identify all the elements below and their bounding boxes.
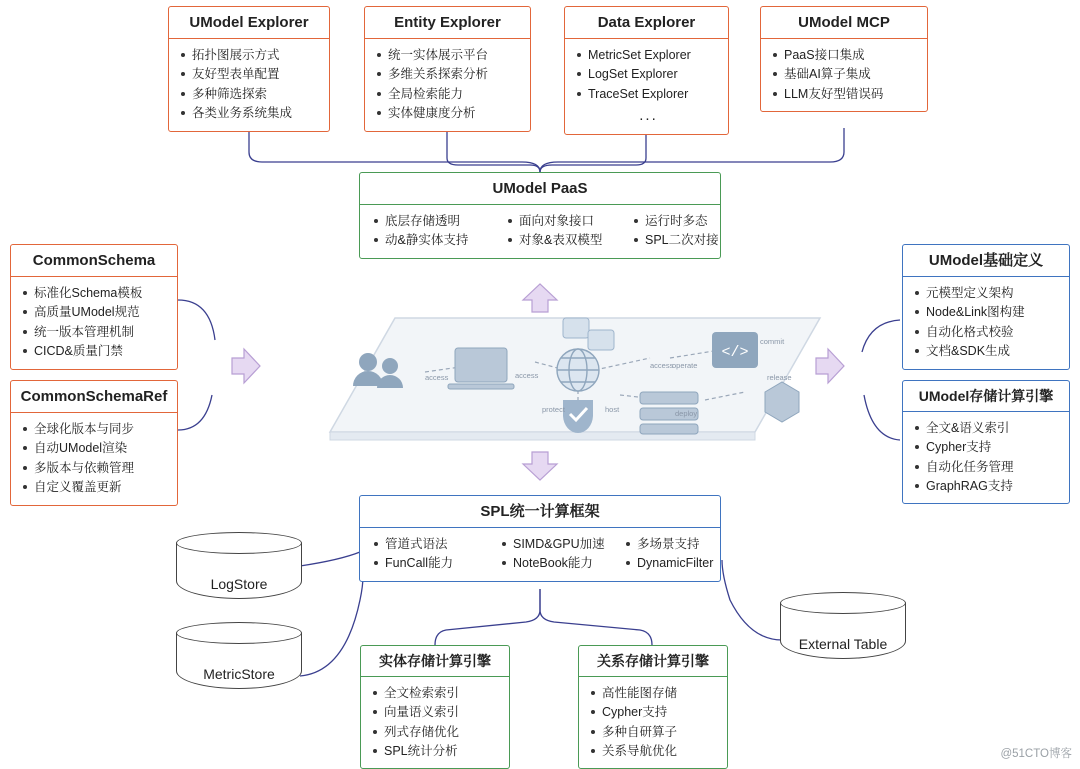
cylinder-top <box>176 532 302 554</box>
list-item: Node&Link图构建 <box>913 303 1063 322</box>
node-umodel-paas[interactable] <box>359 172 721 259</box>
node-body <box>565 39 728 134</box>
list-item: LLM友好型错误码 <box>771 85 921 104</box>
node-title: UModel基础定义 <box>903 245 1069 277</box>
list-item: 全局检索能力 <box>375 85 524 104</box>
datastore-metricstore[interactable] <box>176 622 302 700</box>
datastore-label: External Table <box>798 636 888 652</box>
center-illustration <box>320 300 830 450</box>
list-item: 动&静实体支持 <box>372 231 490 250</box>
node-common-schema-ref[interactable] <box>10 380 178 506</box>
list-item: 列式存储优化 <box>371 723 503 742</box>
node-body <box>169 39 329 131</box>
svg-text:host: host <box>605 405 620 414</box>
node-title: UModel存储计算引擎 <box>903 381 1069 412</box>
datastore-logstore[interactable] <box>176 532 302 610</box>
list-item: 全文&语义索引 <box>913 419 1063 438</box>
cylinder-top <box>176 622 302 644</box>
list-item: 全文检索索引 <box>371 684 503 703</box>
node-umodel-explorer[interactable] <box>168 6 330 132</box>
node-umodel-base-definition[interactable] <box>902 244 1070 370</box>
list-item: 拓扑图展示方式 <box>179 46 323 65</box>
svg-text:operate: operate <box>672 361 698 370</box>
node-title: Data Explorer <box>565 7 728 39</box>
node-body <box>361 677 509 769</box>
list-item: FunCall能力 <box>372 554 484 573</box>
list-item: SIMD&GPU加速 <box>500 535 608 554</box>
node-title: UModel PaaS <box>360 173 720 205</box>
node-body <box>11 413 177 505</box>
list-item: NoteBook能力 <box>500 554 608 573</box>
node-title: CommonSchemaRef <box>11 381 177 413</box>
svg-text:deploy: deploy <box>675 409 698 418</box>
node-title: Entity Explorer <box>365 7 530 39</box>
node-spl-framework[interactable] <box>359 495 721 582</box>
list-item: 向量语义索引 <box>371 703 503 722</box>
list-item: 多维关系探索分析 <box>375 65 524 84</box>
list-item: 高质量UModel规范 <box>21 303 171 322</box>
list-item: 标准化Schema模板 <box>21 284 171 303</box>
list-item: 自动化任务管理 <box>913 458 1063 477</box>
node-title: SPL统一计算框架 <box>360 496 720 528</box>
list-item: 多种筛选探索 <box>179 85 323 104</box>
node-body <box>579 677 727 769</box>
node-body <box>903 277 1069 369</box>
list-item: 面向对象接口 <box>506 212 616 231</box>
node-body <box>365 39 530 131</box>
node-title: 实体存储计算引擎 <box>361 646 509 677</box>
list-item: 关系导航优化 <box>589 742 721 761</box>
list-item: Cypher支持 <box>913 438 1063 457</box>
node-entity-explorer[interactable] <box>364 6 531 132</box>
node-umodel-storage-engine[interactable] <box>902 380 1070 504</box>
list-item: 运行时多态 <box>632 212 727 231</box>
svg-text:</>: </> <box>721 344 749 361</box>
node-title: UModel Explorer <box>169 7 329 39</box>
list-item: LogSet Explorer <box>575 65 722 84</box>
node-title: CommonSchema <box>11 245 177 277</box>
datastore-label: MetricStore <box>203 666 275 682</box>
list-item: 多版本与依赖管理 <box>21 459 171 478</box>
node-body <box>761 39 927 111</box>
node-title: 关系存储计算引擎 <box>579 646 727 677</box>
node-body <box>11 277 177 369</box>
list-item: PaaS接口集成 <box>771 46 921 65</box>
watermark: @51CTO博客 <box>1000 748 1072 760</box>
node-body <box>360 205 720 258</box>
node-data-explorer[interactable] <box>564 6 729 135</box>
list-item: 自动化格式校验 <box>913 323 1063 342</box>
list-item: 管道式语法 <box>372 535 484 554</box>
svg-text:release: release <box>767 373 792 382</box>
list-item-ellipsis: ... <box>639 107 658 125</box>
list-item: MetricSet Explorer <box>575 46 722 65</box>
list-item: SPL二次对接 <box>632 231 727 250</box>
list-item: Cypher支持 <box>589 703 721 722</box>
cylinder-top <box>780 592 906 614</box>
list-item: GraphRAG支持 <box>913 477 1063 496</box>
list-item: 多种自研算子 <box>589 723 721 742</box>
datastore-external-table[interactable] <box>780 592 906 670</box>
list-item: 统一版本管理机制 <box>21 323 171 342</box>
svg-text:commit: commit <box>760 337 785 346</box>
list-item: 自定义覆盖更新 <box>21 478 171 497</box>
node-common-schema[interactable] <box>10 244 178 370</box>
list-item: DynamicFilter <box>624 554 724 573</box>
node-title: UModel MCP <box>761 7 927 39</box>
list-item: CICD&质量门禁 <box>21 342 171 361</box>
svg-text:access: access <box>650 361 674 370</box>
list-item: 自动UModel渲染 <box>21 439 171 458</box>
node-body <box>903 412 1069 504</box>
datastore-label: LogStore <box>210 576 268 592</box>
list-item: 友好型表单配置 <box>179 65 323 84</box>
svg-text:protect: protect <box>542 405 565 414</box>
node-relation-storage-engine[interactable] <box>578 645 728 769</box>
list-item: 元模型定义架构 <box>913 284 1063 303</box>
list-item: 底层存储透明 <box>372 212 490 231</box>
list-item: 多场景支持 <box>624 535 724 554</box>
node-umodel-mcp[interactable] <box>760 6 928 112</box>
svg-text:access: access <box>425 373 449 382</box>
list-item: 基础AI算子集成 <box>771 65 921 84</box>
node-body <box>360 528 720 581</box>
node-entity-storage-engine[interactable] <box>360 645 510 769</box>
list-item: SPL统计分析 <box>371 742 503 761</box>
list-item: 各类业务系统集成 <box>179 104 323 123</box>
list-item: 高性能图存储 <box>589 684 721 703</box>
list-item: 统一实体展示平台 <box>375 46 524 65</box>
list-item: TraceSet Explorer <box>575 85 722 104</box>
svg-text:access: access <box>515 371 539 380</box>
list-item: 文档&SDK生成 <box>913 342 1063 361</box>
list-item: 全球化版本与同步 <box>21 420 171 439</box>
list-item: 对象&表双模型 <box>506 231 616 250</box>
list-item: 实体健康度分析 <box>375 104 524 123</box>
